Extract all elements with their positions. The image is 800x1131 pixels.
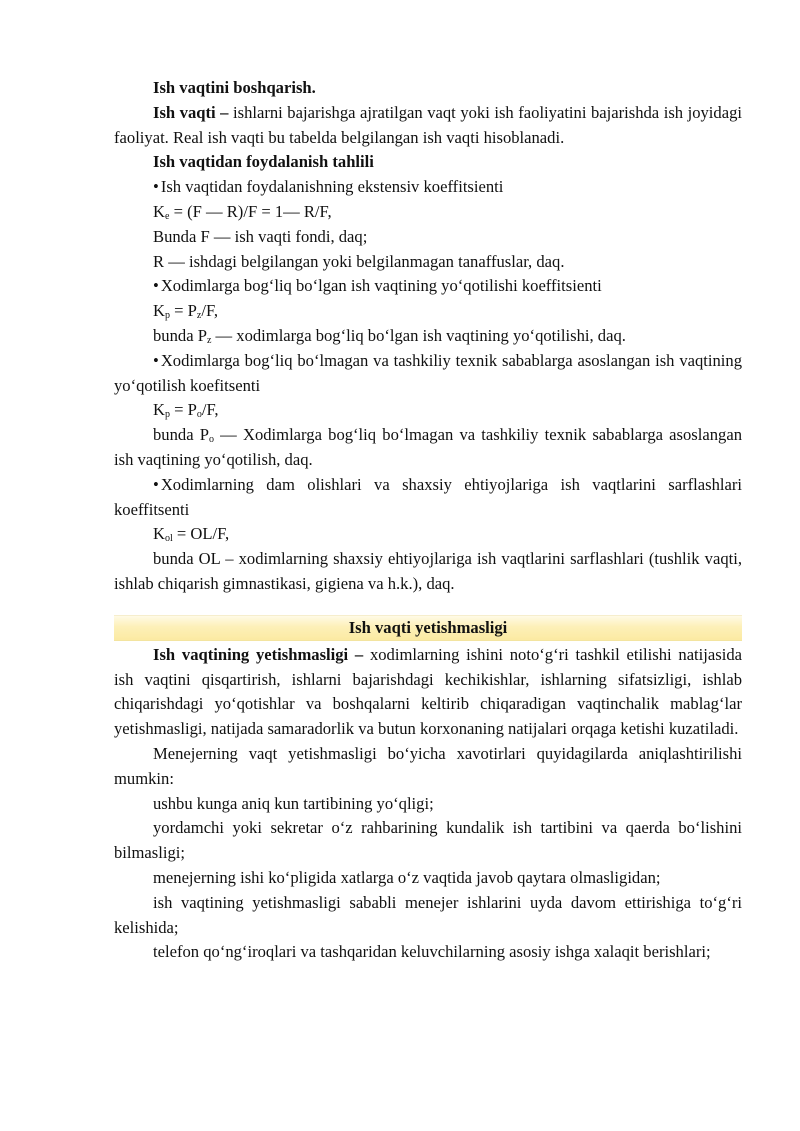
bullet-item — [114, 349, 742, 399]
bullet-item — [114, 175, 742, 200]
formula-rest — [114, 522, 742, 547]
formula-subscript: ol — [164, 533, 173, 545]
bullet-dot-icon: • — [153, 177, 159, 197]
formula-subscript: z — [196, 310, 202, 322]
definition-paragraph — [114, 643, 742, 742]
section-heading-band: Ish vaqti yetishmasligi — [114, 615, 742, 641]
list-item: ushbu kunga aniq kun tartibining yo‘qligi; — [153, 793, 434, 813]
bullet-text: Xodimlarga bog‘liq bo‘lgan ish vaqtining yo‘qotilishi koeffitsienti — [160, 276, 602, 296]
explanation-text: — xodimlarga bog‘liq bo‘lgan ish vaqtining yo‘qotilishi, daq. — [211, 325, 626, 345]
definition-text: ishlarni bajarishga ajratilgan vaqt yoki ish faoliyatini bajarishda ish joyidagi faoliyat. Real ish vaqti bu tabelda belgilangan ish vaqti hisoblanadi. — [114, 102, 742, 147]
bullet-dot-icon: • — [153, 474, 159, 494]
formula-symbol: K — [153, 301, 165, 321]
formula-subscript: p — [164, 310, 170, 322]
formula-expression: = OL/F, — [172, 524, 230, 544]
formula-expression: /F, — [201, 400, 219, 420]
formula-explanation: Bunda F — ish vaqti fondi, daq; — [153, 226, 368, 246]
explanation-text: bunda P — [153, 325, 207, 345]
explanation-text: bunda P — [153, 425, 209, 445]
formula-expression: = (F — R)/F = 1— R/F, — [169, 201, 332, 221]
formula-subscript: o — [208, 434, 214, 446]
formula-expression: /F, — [201, 301, 218, 321]
formula-explanation: bunda OL – xodimlarning shaxsiy ehtiyojlariga ish vaqtlarini sarflashlari (tushlik vaqti, ishlab chiqarish gimnastikasi, gigiena va h.k.), daq. — [114, 549, 742, 593]
formula-subscript: o — [196, 409, 202, 421]
formula-technical-loss — [114, 398, 742, 423]
list-item: ish vaqtining yetishmasligi sababli menejer ishlarini uyda davom ettirishiga to‘g‘ri kelishida; — [114, 892, 742, 937]
definition-paragraph — [114, 101, 742, 151]
analysis-title: Ish vaqtidan foydalanish tahlili — [153, 152, 374, 172]
formula-expression: = P — [169, 301, 197, 321]
formula-subscript: e — [164, 210, 170, 222]
formula-explanation — [114, 423, 742, 473]
formula-subscript: p — [164, 409, 170, 421]
list-item: menejerning ishi ko‘pligida xatlarga o‘z vaqtida javob qaytara olmasligidan; — [153, 867, 661, 887]
formula-explanation: R — ishdagi belgilangan yoki belgilanmagan tanaffuslar, daq. — [153, 251, 565, 271]
formula-expression: = P — [169, 400, 197, 420]
formula-symbol: K — [153, 400, 165, 420]
formula-symbol: K — [153, 524, 165, 544]
formula-explanation — [114, 324, 742, 349]
bullet-item — [114, 274, 742, 299]
formula-subscript: z — [206, 334, 212, 346]
explanation-text: — Xodimlarga bog‘liq bo‘lmagan va tashkiliy texnik sabablarga asoslangan ish vaqtining yo‘qotilish, daq. — [114, 425, 742, 469]
bullet-text: Xodimlarga bog‘liq bo‘lmagan va tashkiliy texnik sabablarga asoslangan ish vaqtining yo‘qotilish koefitsenti — [114, 350, 742, 395]
definition-term: Ish vaqtining yetishmasligi – — [153, 644, 364, 664]
list-item: yordamchi yoki sekretar o‘z rahbarining kundalik ish tartibini va qaerda bo‘lishini bilmasligi; — [114, 818, 742, 863]
document-page — [114, 76, 742, 965]
intro-paragraph: Menejerning vaqt yetishmasligi bo‘yicha xavotirlari quyidagilarda aniqlashtirilishi mumkin: — [114, 743, 742, 788]
bullet-dot-icon: • — [153, 350, 159, 370]
definition-text: xodimlarning ishini noto‘g‘ri tashkil etilishi natijasida ish vaqtini qisqartirish, ishlarni bajarishdagi kechikishlar, ishlarning sifatsizligi, ishlab chiqarishdagi yo‘qotishlar va boshqalarni keltirib chiqaradigan vaqtinchalik mablag‘lar yetishmasligi, natijada samaradorlik va butun korxonaning natijalari orqaga ketishi kuzatiladi. — [114, 644, 742, 739]
bullet-text: Ish vaqtidan foydalanishning ekstensiv koeffitsienti — [160, 177, 504, 197]
bullet-item — [114, 473, 742, 523]
section-title: Ish vaqtini boshqarish. — [153, 78, 316, 97]
formula-symbol: K — [153, 201, 165, 221]
formula-extensive — [114, 200, 742, 225]
bullet-dot-icon: • — [153, 276, 159, 296]
formula-employee-loss — [114, 299, 742, 324]
definition-term: Ish vaqti – — [153, 102, 229, 122]
list-item: telefon qo‘ng‘iroqlari va tashqaridan keluvchilarning asosiy ishga xalaqit berishlari; — [153, 942, 711, 962]
bullet-text: Xodimlarning dam olishlari va shaxsiy ehtiyojlariga ish vaqtlarini sarflashlari koeffitsenti — [114, 474, 742, 519]
